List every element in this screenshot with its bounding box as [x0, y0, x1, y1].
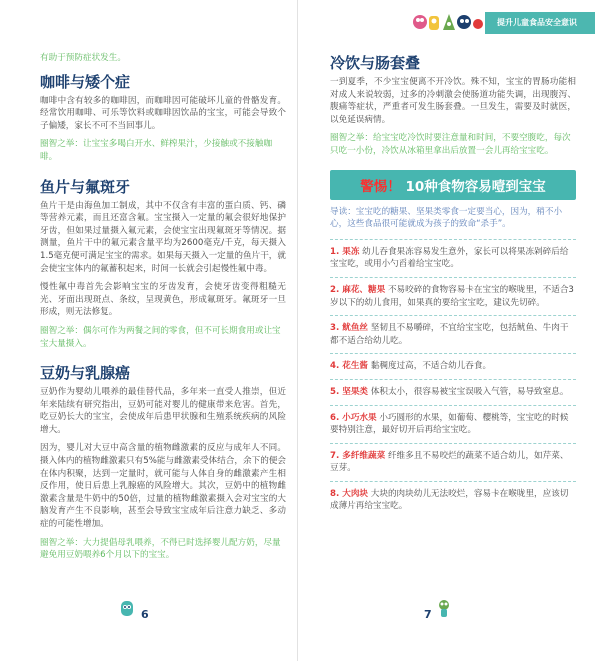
list-item: [330, 386, 576, 399]
item-text: 幼儿吞食果冻容易发生意外，家长可以将果冻剁碎后给宝宝吃，或用小勺舀着给宝宝吃。: [330, 246, 569, 270]
right-column: [330, 52, 576, 519]
divider: [330, 277, 576, 278]
section-title: 冷饮与肠套叠: [330, 54, 421, 72]
item-text: 大块的肉块幼儿无法咬烂，容易卡在喉咙里，应该切成薄片再给宝宝吃。: [330, 488, 569, 512]
banner-text: 提升儿童食品安全意识: [497, 18, 577, 27]
warning-heading: [330, 170, 576, 200]
section-cold-drinks: [330, 52, 576, 73]
divider: [330, 239, 576, 240]
item-text: 纤维多且不易咬烂的蔬菜不适合幼儿，如芹菜、豆芽。: [330, 450, 569, 474]
section-fish: [40, 176, 286, 197]
section-tip: 圈智之举：给宝宝吃冷饮时要注意量和时间，不要空腹吃，每次只吃一小份，冷饮从冰箱里拿出后放置一会儿再给宝宝吃。: [330, 133, 571, 156]
right-page: [298, 0, 595, 661]
section-coffee: [40, 71, 286, 92]
page-number: 6: [141, 608, 149, 621]
divider: [330, 481, 576, 482]
list-item: [330, 450, 576, 475]
item-text: 不易咬碎的食物容易卡在宝宝的喉咙里，不适合3岁以下的幼儿食用，如果真的要给宝宝吃，建议先切碎。: [330, 284, 574, 308]
item-text: 黏稠度过高，不适合幼儿吞食。: [370, 361, 492, 372]
list-item: [330, 412, 576, 437]
item-label: 4. 花生酱: [330, 361, 369, 372]
section-body-continued: 慢性氟中毒首先会影响宝宝的牙齿发育，会使牙齿变得粗糙无光、牙面出现斑点、条纹，呈现黄色，形成氟斑牙。氟斑牙一旦形成，则无法修复。: [40, 282, 286, 318]
divider: [330, 443, 576, 444]
section-title: 豆奶与乳腺癌: [40, 364, 131, 383]
section-body: 鱼片干是由海鱼加工制成，其中不仅含有丰富的蛋白质、钙、磷等营养元素，而且还富含氟。宝宝摄入一定量的氟会很好地保护牙齿，但如果过量摄入氟元素，会使宝宝出现氟斑牙等情况。据测量，鱼片干中的氟元素含量平均为2600毫克/千克，每天摄入1.5毫克便可满足宝宝的需求。如果每天摄入一定量的鱼片干，就会使宝宝体内的氟蓄积起来，时间一长就会引起慢性氟中毒。: [40, 200, 286, 274]
item-label: 8. 大肉块: [330, 488, 369, 499]
item-text: 体积太小，很容易被宝宝误吸入气管，易导致窒息。: [370, 386, 569, 397]
divider: [330, 379, 576, 380]
mascot-icon: [436, 597, 452, 619]
left-page: [0, 0, 297, 661]
divider: [330, 353, 576, 354]
section-tip: 圈智之举：让宝宝多喝白开水、鲜榨果汁，少接触或不接触咖啡。: [40, 139, 273, 162]
guide-text: 导读：宝宝吃的糖果、坚果类零食一定要当心，因为，稍不小心，这些食品很可能就成为孩子的致命“杀手”。: [330, 206, 563, 230]
list-item: [330, 360, 576, 373]
list-item: [330, 322, 576, 347]
section-tip: 圈智之举：大力提倡母乳喂养，不得已时选择婴儿配方奶，尽量避免用豆奶喂养6个月以下的宝宝。: [40, 537, 281, 561]
item-label: 2. 麻花、糖果: [330, 284, 386, 295]
section-body: 咖啡中含有较多的咖啡因，而咖啡因可能破坏儿童的骨骼发育。经常饮用咖啡、可乐等饮料或咖啡因饮品的宝宝，可能会导致个子偏矮，家长不可不当回事儿。: [40, 95, 286, 131]
item-text: 小巧圆形的水果，如葡萄、樱桃等，宝宝吃的时候要特别注意，最好切开后再给宝宝吃。: [330, 412, 569, 436]
item-label: 3. 鱿鱼丝: [330, 323, 369, 334]
section-soymilk: [40, 362, 286, 383]
section-title: 咖啡与矮个症: [40, 72, 131, 91]
intro-text: 有助于预防症状发生。: [40, 53, 126, 63]
list-item: [330, 284, 576, 309]
list-item: [330, 488, 576, 513]
item-text: 坚韧且不易嚼碎，不宜给宝宝吃，包括鱿鱼、牛肉干都不适合给幼儿吃。: [330, 323, 569, 346]
warning-title: 10种食物容易噎到宝宝: [405, 178, 546, 195]
section-body-continued: 因为，婴儿对大豆中高含量的植物雌激素的反应与成年人不同。摄入体内的植物雌激素只有5%能与雌激素受体结合，余下的便会在体内积聚，达到一定量时，就可能与人体自身的雌激素产生相反作用，使日后患上乳腺癌的风险增大。其次，豆奶中的植物雌激素含量是牛奶中的50倍，过量的植物雌激素摄入会对宝宝的大脑发育产生不良影响，甚至会导致宝宝成年后注意力缺乏、多动症的可能性增加。: [40, 443, 286, 530]
left-column: [40, 52, 286, 574]
page-number: 7: [424, 608, 432, 621]
section-body: 豆奶作为婴幼儿喂养的最佳替代品，多年来一直受人推崇，但近年来陆续有研究指出，豆奶可能对婴儿的健康带来危害。首先，吃豆奶长大的宝宝，会使成年后患甲状腺和生殖系统疾病的风险增大。: [40, 387, 286, 435]
section-tip: 圈智之举：偶尔可作为两餐之间的零食，但不可长期食用或让宝宝大量摄入。: [40, 325, 281, 349]
section-title: 鱼片与氟斑牙: [40, 177, 131, 196]
divider: [330, 405, 576, 406]
mascot-icon: [118, 597, 136, 619]
divider: [330, 315, 576, 316]
item-label: 1. 果冻: [330, 246, 360, 257]
section-body: 一到夏季，不少宝宝便离不开冷饮。殊不知，宝宝的胃肠功能相对成人来说较弱，过多的冷刺激会使肠道功能失调，出现腹泻、腹痛等症状，严重者可发生肠套叠。一旦发生，需要及时就医，以免延误病情。: [330, 77, 576, 125]
item-label: 5. 坚果类: [330, 386, 369, 397]
item-label: 7. 多纤维蔬菜: [330, 450, 386, 461]
list-item: [330, 246, 576, 271]
item-label: 6. 小巧水果: [330, 412, 377, 423]
warning-prefix: 警惕！: [360, 178, 401, 195]
